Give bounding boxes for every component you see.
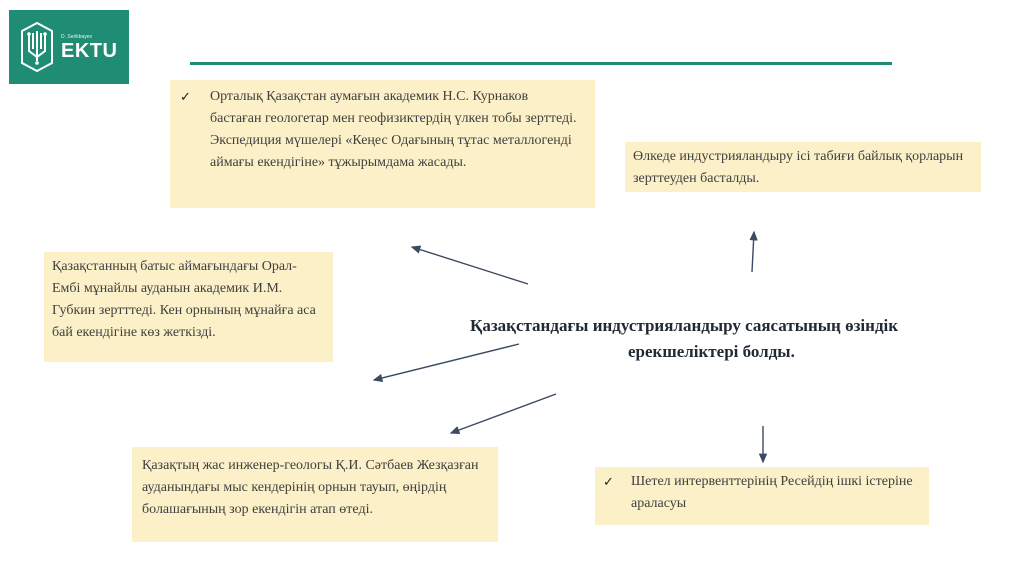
center-topic-line1: Қазақстандағы индустрияландыру саясатының өзіндік [470, 316, 899, 335]
logo-brand: EKTU [61, 39, 118, 62]
arrow-to-kurnakov [412, 247, 528, 284]
box-interventions-text: Шетел интервенттерінің Ресейдің ішкі істеріне араласуы [631, 474, 913, 511]
logo-small-text: D. Serikbayev [61, 33, 93, 40]
box-kurnakov-text: Орталық Қазақстан аумағын академик Н.С. Курнаков бастаған геологетар мен геофизиктердің үлкен тобы зерттеді. Экспедиция мүшелері «Кеңес Одағының тұтас металлогенді аймағы екендігіне» тұжырымдама жасады. [210, 89, 577, 170]
arrow-to-industrialization-start [752, 232, 754, 272]
box-gubkin-text: Қазақстанның батыс аймағындағы Орал-Ембі мұнайлы ауданын академик И.М. Губкин зертттеді. Кен орнының мұнайға аса бай екендігіне көз жеткізді. [52, 259, 316, 340]
arrow-to-satbayev [451, 394, 556, 433]
arrow-to-gubkin [374, 344, 519, 380]
checkmark-icon: ✓ [180, 89, 191, 104]
center-topic-line2: ерекшеліктері болды. [628, 342, 795, 361]
checkmark-icon: ✓ [603, 474, 614, 489]
box-industrialization-start-text: Өлкеде индустрияландыру ісі табиғи байлық қорларын зерттеуден басталды. [633, 149, 964, 186]
box-satbayev-text: Қазақтың жас инженер-геологы Қ.И. Сәтбаев Жезқазған ауданындағы мыс кендерінің орнын тауып, өңірдің болашағының зор екендігін атап өтеді. [142, 458, 479, 517]
